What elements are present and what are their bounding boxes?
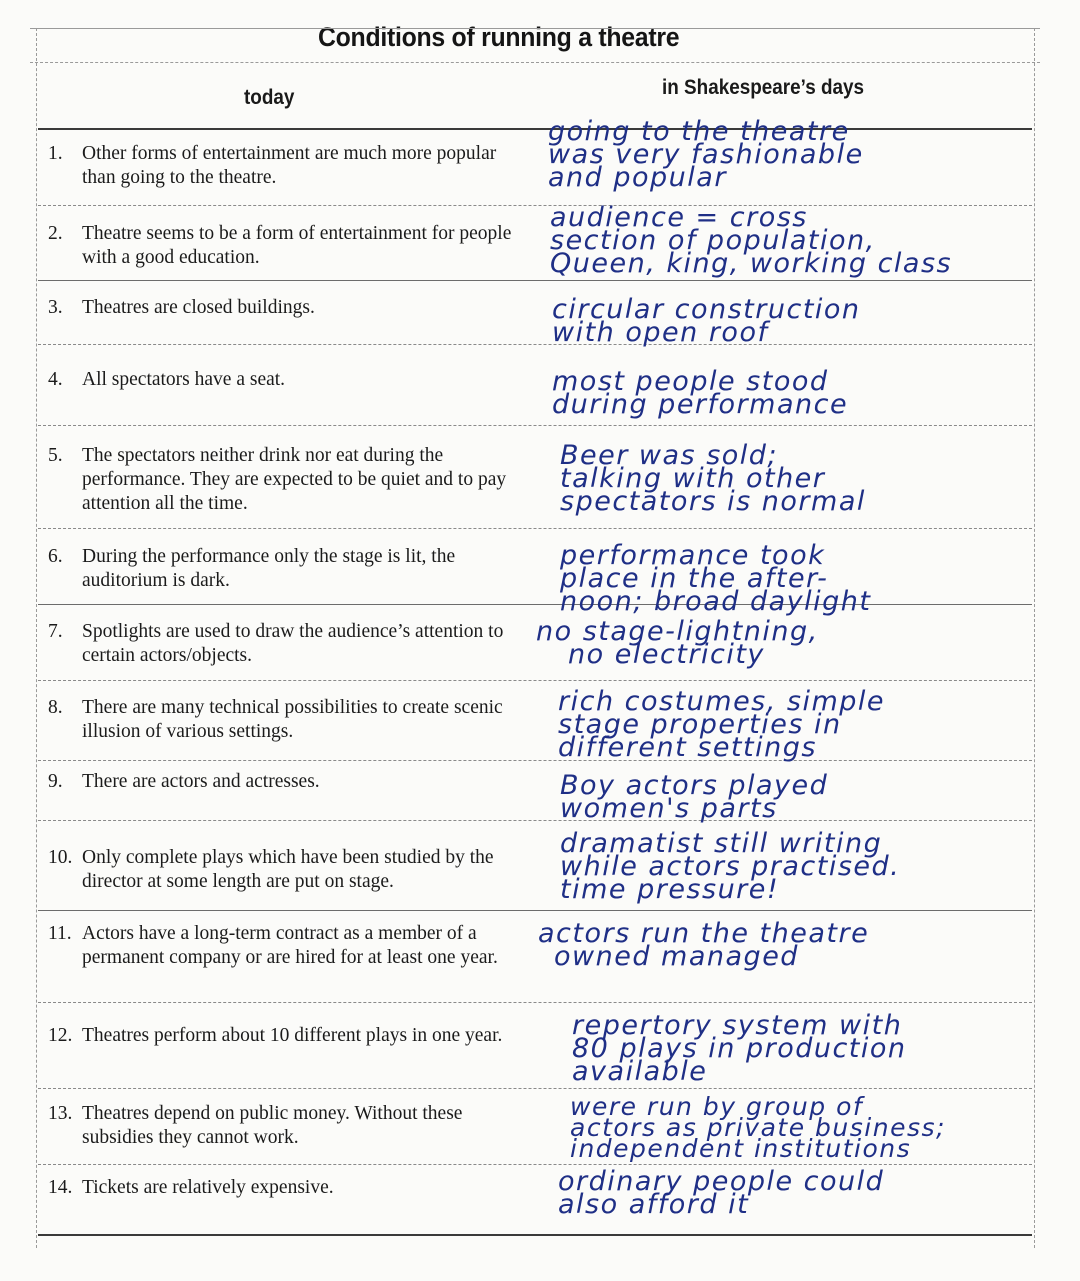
row-statement: Theatres are closed buildings. bbox=[82, 297, 315, 318]
row-separator bbox=[38, 425, 1032, 426]
handwritten-answer: most people stood during performance bbox=[552, 366, 849, 420]
row-number: 1. bbox=[48, 143, 63, 164]
row-separator bbox=[38, 528, 1032, 529]
handwritten-answer: actors run the theatre owned managed bbox=[538, 918, 870, 972]
column-heading-today: today bbox=[244, 86, 295, 109]
row-number: 3. bbox=[48, 297, 63, 318]
row-statement: Spotlights are used to draw the audience’s attention to certain actors/objects. bbox=[82, 621, 504, 666]
row-separator bbox=[38, 760, 1032, 761]
handwritten-answer: circular construction with open roof bbox=[552, 294, 861, 348]
row-number: 6. bbox=[48, 546, 63, 567]
row-statement: Tickets are relatively expensive. bbox=[82, 1177, 334, 1198]
row-statement: Actors have a long-term contract as a member of a permanent company or are hired for at least one year. bbox=[82, 923, 498, 968]
handwritten-answer: rich costumes, simple stage properties in different settings bbox=[558, 686, 886, 763]
row-separator bbox=[38, 910, 1032, 911]
handwritten-answer: no stage-lightning, no electricity bbox=[536, 616, 819, 670]
handwritten-answer: dramatist still writing while actors practised. time pressure! bbox=[560, 828, 901, 905]
row-statement: There are many technical possibilities to create scenic illusion of various settings. bbox=[82, 697, 503, 742]
row-number: 9. bbox=[48, 771, 63, 792]
column-heading-shakespeare: in Shakespeare’s days bbox=[662, 76, 865, 99]
row-separator bbox=[38, 344, 1032, 345]
handwritten-answer: Beer was sold; talking with other spectators is normal bbox=[560, 440, 866, 517]
row-statement: Other forms of entertainment are much more popular than going to the theatre. bbox=[82, 143, 497, 188]
row-number: 10. bbox=[48, 847, 73, 868]
handwritten-answer: repertory system with 80 plays in production available bbox=[572, 1010, 907, 1087]
table-bottom-rule bbox=[38, 1234, 1032, 1236]
header-rule bbox=[38, 128, 1032, 130]
row-separator bbox=[38, 820, 1032, 821]
title-divider bbox=[30, 62, 1040, 63]
row-separator bbox=[38, 1164, 1032, 1165]
top-border bbox=[30, 28, 1040, 29]
row-number: 13. bbox=[48, 1103, 73, 1124]
row-separator bbox=[38, 1002, 1032, 1003]
row-separator bbox=[38, 604, 1032, 605]
handwritten-answer: audience = cross section of population, Queen, king, working class bbox=[550, 202, 953, 279]
row-separator bbox=[38, 1088, 1032, 1089]
handwritten-answer: going to the theatre was very fashionable and popular bbox=[548, 116, 864, 193]
row-statement: Theatres perform about 10 different plays in one year. bbox=[82, 1025, 503, 1046]
row-number: 7. bbox=[48, 621, 63, 642]
handwritten-answer: Boy actors played women's parts bbox=[560, 770, 829, 824]
handwritten-answer: ordinary people could also afford it bbox=[558, 1166, 885, 1220]
page-title: Conditions of running a theatre bbox=[318, 22, 680, 52]
row-number: 8. bbox=[48, 697, 63, 718]
row-statement: All spectators have a seat. bbox=[82, 369, 286, 390]
row-statement: Theatre seems to be a form of entertainment for people with a good education. bbox=[82, 223, 512, 268]
row-number: 14. bbox=[48, 1177, 73, 1198]
row-separator bbox=[38, 280, 1032, 281]
row-number: 4. bbox=[48, 369, 63, 390]
row-statement: There are actors and actresses. bbox=[82, 771, 320, 792]
row-number: 2. bbox=[48, 223, 63, 244]
row-statement: Only complete plays which have been studied by the director at some length are put on stage. bbox=[82, 847, 494, 892]
left-border bbox=[36, 28, 37, 1248]
handwritten-answer: were run by group of actors as private business; independent institutions bbox=[570, 1092, 946, 1163]
row-statement: Theatres depend on public money. Without these subsidies they cannot work. bbox=[82, 1103, 463, 1148]
handwritten-answer: performance took place in the after- noon; broad daylight bbox=[560, 540, 872, 617]
row-number: 5. bbox=[48, 445, 63, 466]
row-number: 12. bbox=[48, 1025, 73, 1046]
row-number: 11. bbox=[48, 923, 72, 944]
row-separator bbox=[38, 680, 1032, 681]
row-statement: The spectators neither drink nor eat during the performance. They are expected to be quiet and to pay attention all the time. bbox=[82, 445, 507, 514]
right-border bbox=[1034, 28, 1035, 1248]
row-statement: During the performance only the stage is lit, the auditorium is dark. bbox=[82, 546, 456, 591]
